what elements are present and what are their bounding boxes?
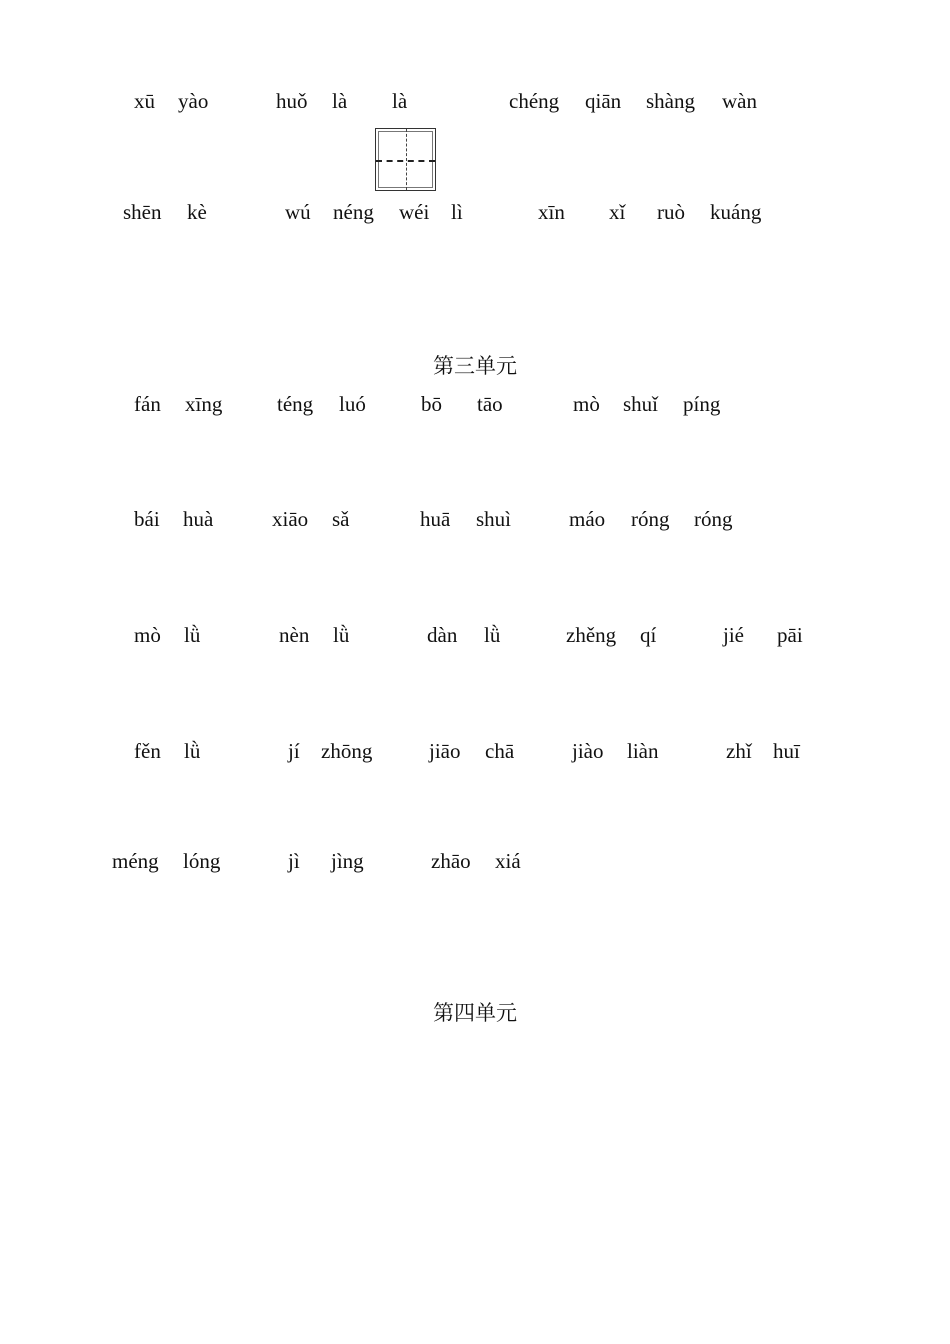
pinyin-word: xiāo bbox=[272, 507, 309, 531]
pinyin-word: píng bbox=[683, 392, 721, 416]
pinyin-word: xiá bbox=[495, 849, 521, 873]
writing-grid-box[interactable] bbox=[375, 128, 436, 191]
pinyin-word: huī bbox=[773, 739, 800, 763]
pinyin-word: ruò bbox=[657, 200, 685, 224]
pinyin-word: qí bbox=[640, 623, 657, 647]
pinyin-word: xīng bbox=[185, 392, 223, 416]
pinyin-row-4 bbox=[0, 504, 950, 534]
pinyin-word: jí bbox=[288, 739, 300, 763]
pinyin-word: liàn bbox=[627, 739, 659, 763]
pinyin-word: fán bbox=[134, 392, 161, 416]
pinyin-word: huǒ bbox=[276, 89, 308, 113]
pinyin-word: wàn bbox=[722, 89, 757, 113]
pinyin-word: jié bbox=[723, 623, 744, 647]
pinyin-word: shàng bbox=[646, 89, 695, 113]
pinyin-word: lǜ bbox=[184, 623, 201, 647]
pinyin-word: lóng bbox=[183, 849, 221, 873]
pinyin-word: qiān bbox=[585, 89, 622, 113]
pinyin-row-6 bbox=[0, 736, 950, 766]
pinyin-word: lǜ bbox=[484, 623, 501, 647]
pinyin-word: bái bbox=[134, 507, 160, 531]
pinyin-word: tāo bbox=[477, 392, 503, 416]
pinyin-word: pāi bbox=[777, 623, 803, 647]
pinyin-word: mò bbox=[134, 623, 161, 647]
pinyin-word: là bbox=[392, 89, 408, 113]
unit-3-heading: 第三单元 bbox=[433, 354, 517, 378]
pinyin-word: fěn bbox=[134, 739, 161, 763]
pinyin-word: wéi bbox=[399, 200, 430, 224]
unit-4-heading: 第四单元 bbox=[433, 1001, 517, 1025]
pinyin-row-7 bbox=[0, 846, 950, 876]
pinyin-word: lǜ bbox=[184, 739, 201, 763]
pinyin-word: yào bbox=[178, 89, 209, 113]
pinyin-word: máo bbox=[569, 507, 606, 531]
pinyin-word: huā bbox=[420, 507, 451, 531]
pinyin-word: huà bbox=[183, 507, 214, 531]
pinyin-word: kè bbox=[187, 200, 207, 224]
pinyin-word: kuáng bbox=[710, 200, 762, 224]
pinyin-word: jì bbox=[288, 849, 300, 873]
pinyin-word: wú bbox=[285, 200, 311, 224]
pinyin-word: nèn bbox=[279, 623, 310, 647]
pinyin-word: zhāo bbox=[431, 849, 471, 873]
pinyin-word: xū bbox=[134, 89, 155, 113]
pinyin-word: zhōng bbox=[321, 739, 373, 763]
pinyin-word: bō bbox=[421, 392, 442, 416]
pinyin-word: néng bbox=[333, 200, 374, 224]
pinyin-word: chéng bbox=[509, 89, 560, 113]
pinyin-row-3 bbox=[0, 389, 950, 419]
pinyin-word: téng bbox=[277, 392, 314, 416]
pinyin-word: méng bbox=[112, 849, 159, 873]
pinyin-word: róng bbox=[694, 507, 733, 531]
pinyin-word: mò bbox=[573, 392, 600, 416]
pinyin-row-1 bbox=[0, 86, 950, 116]
pinyin-word: shuǐ bbox=[623, 392, 659, 416]
pinyin-word: sǎ bbox=[332, 507, 350, 531]
pinyin-word: lì bbox=[451, 200, 463, 224]
pinyin-word: là bbox=[332, 89, 348, 113]
pinyin-word: luó bbox=[339, 392, 366, 416]
pinyin-word: lǜ bbox=[333, 623, 350, 647]
pinyin-word: zhǐ bbox=[726, 739, 752, 763]
pinyin-word: jìng bbox=[331, 849, 364, 873]
pinyin-row-2 bbox=[0, 197, 950, 227]
pinyin-word: zhěng bbox=[566, 623, 617, 647]
pinyin-word: jiāo bbox=[429, 739, 461, 763]
pinyin-word: chā bbox=[485, 739, 515, 763]
pinyin-row-5 bbox=[0, 620, 950, 650]
pinyin-word: shēn bbox=[123, 200, 162, 224]
pinyin-word: jiào bbox=[572, 739, 604, 763]
pinyin-word: dàn bbox=[427, 623, 458, 647]
pinyin-word: róng bbox=[631, 507, 670, 531]
pinyin-word: xǐ bbox=[609, 200, 626, 224]
pinyin-word: shuì bbox=[476, 507, 512, 531]
writing-grid-horizontal-guide bbox=[376, 160, 435, 162]
pinyin-word: xīn bbox=[538, 200, 565, 224]
